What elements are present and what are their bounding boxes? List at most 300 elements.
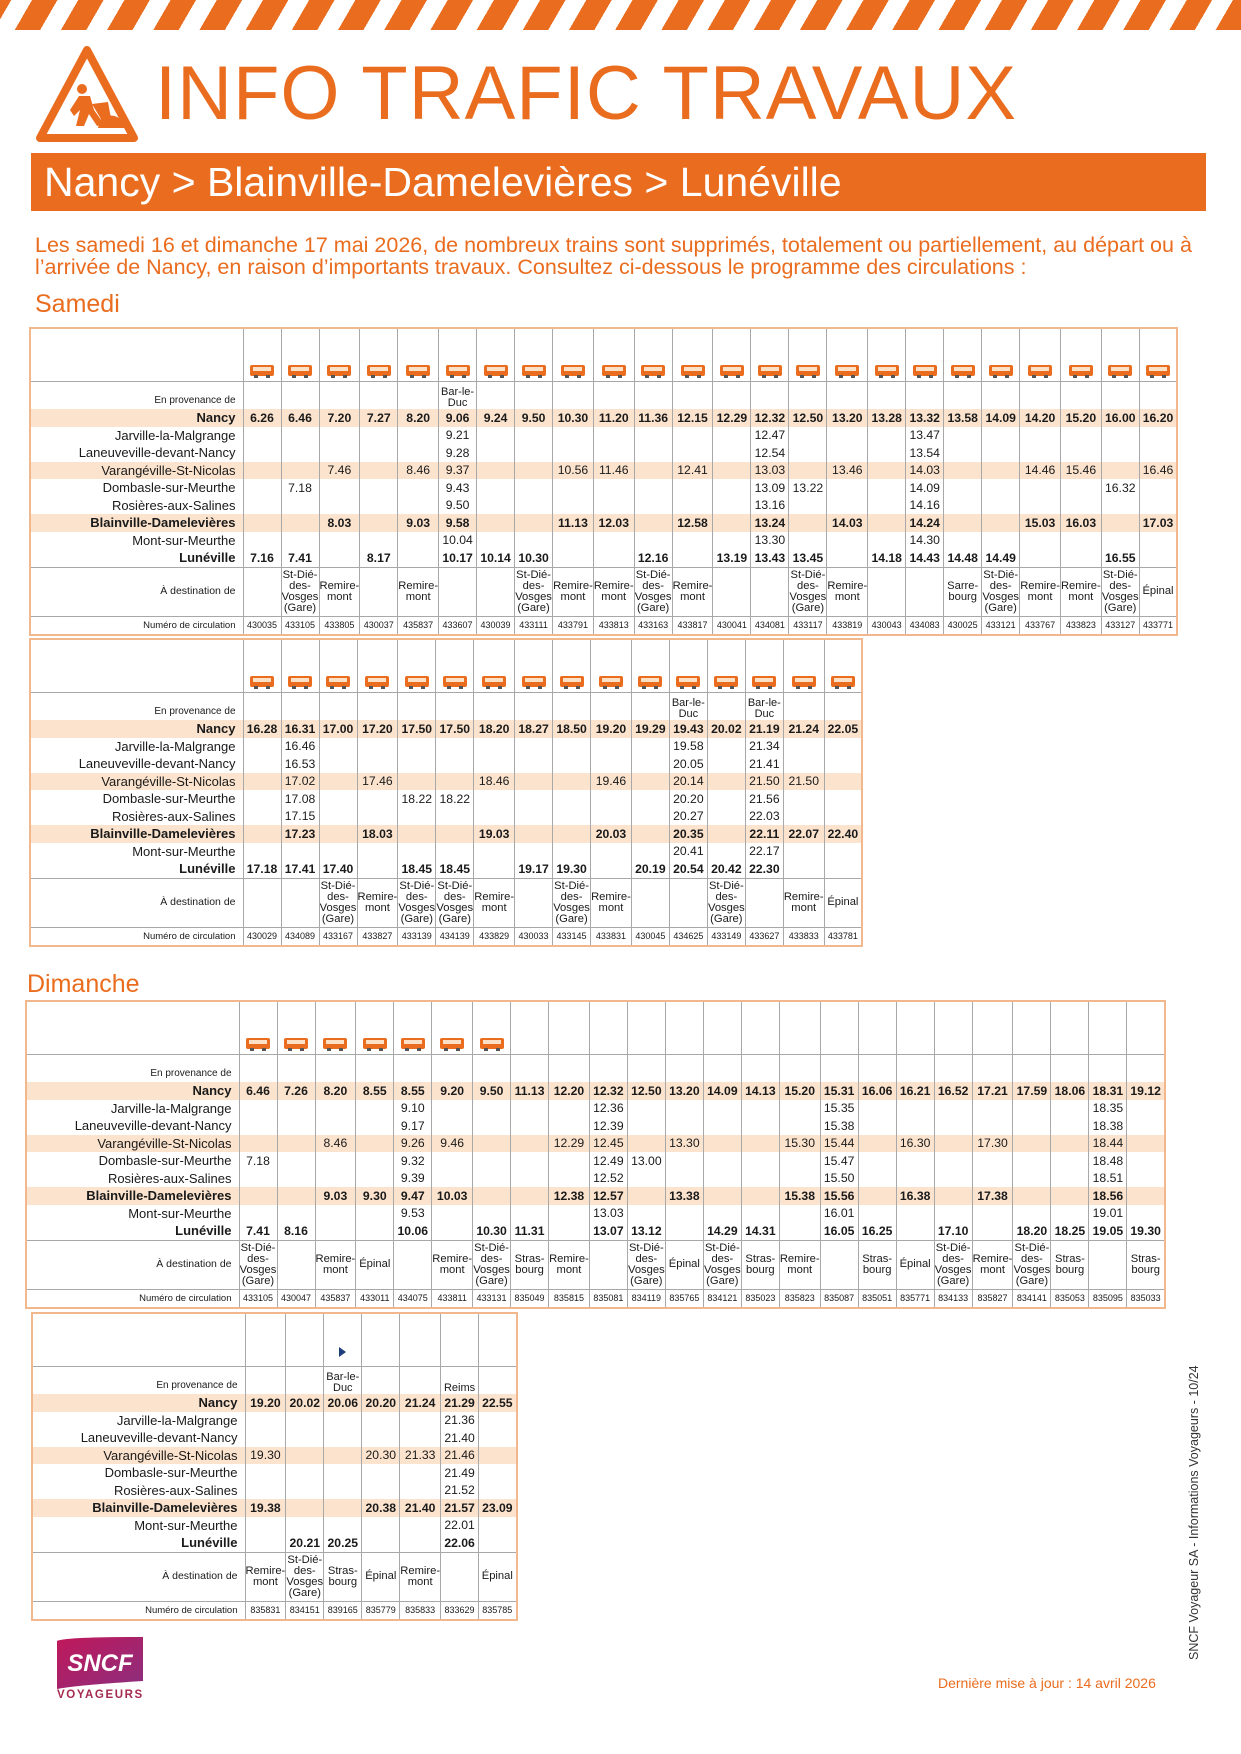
time-cell: 12.32 — [751, 409, 789, 427]
time-cell: 15.56 — [820, 1187, 858, 1205]
time-cell — [277, 1187, 315, 1205]
destination-cell: Remire-mont — [1020, 567, 1061, 616]
station-name: Rosières-aux-Salines — [107, 1170, 232, 1186]
time-cell — [1013, 1100, 1051, 1118]
time-cell — [356, 1170, 394, 1188]
time-cell: 14.09 — [906, 479, 944, 497]
time-cell — [1127, 1205, 1165, 1223]
time-cell: 15.03 — [1020, 514, 1061, 532]
time-cell: 8.16 — [277, 1222, 315, 1240]
train-number-cell: 433117 — [789, 616, 827, 635]
mode-cell — [982, 328, 1020, 382]
time-cell — [783, 808, 824, 826]
time-cell: 17.30 — [972, 1135, 1013, 1153]
mode-cell — [827, 328, 868, 382]
time-cell — [477, 462, 515, 480]
time-cell — [315, 1152, 356, 1170]
time-cell — [245, 1464, 286, 1482]
station-name: Blainville-Damelevières — [30, 825, 243, 843]
time-cell: 14.46 — [1020, 462, 1061, 480]
time-cell — [591, 808, 632, 826]
destination-cell: St-Dié-des-Vosges (Gare) — [398, 878, 436, 927]
time-cell: 10.06 — [394, 1222, 432, 1240]
time-cell — [1051, 1152, 1089, 1170]
time-cell — [827, 497, 868, 515]
time-cell: 10.30 — [515, 549, 553, 567]
time-cell: 15.46 — [1060, 462, 1101, 480]
time-cell — [243, 773, 281, 791]
time-cell — [707, 843, 745, 861]
provenance-cell: Bar-le-Duc — [439, 382, 477, 410]
train-number-cell: 433607 — [439, 616, 477, 635]
bus-icon — [599, 676, 623, 687]
train-number-cell: 430041 — [713, 616, 751, 635]
bus-icon — [246, 1038, 270, 1049]
train-number-cell: 433817 — [672, 616, 713, 635]
time-cell — [982, 514, 1020, 532]
destination-cell: Épinal — [665, 1240, 703, 1289]
time-cell: 6.46 — [281, 409, 319, 427]
time-cell: 22.55 — [479, 1394, 517, 1412]
provenance-cell — [665, 1055, 703, 1083]
time-cell — [515, 773, 553, 791]
mode-cell — [972, 1001, 1013, 1055]
provenance-cell — [245, 1367, 286, 1395]
time-cell: 12.47 — [751, 427, 789, 445]
time-cell: 13.47 — [906, 427, 944, 445]
time-cell — [1101, 462, 1139, 480]
time-cell: 9.37 — [439, 462, 477, 480]
time-cell — [707, 738, 745, 756]
time-cell: 19.12 — [1127, 1082, 1165, 1100]
time-cell — [243, 843, 281, 861]
time-cell: 10.03 — [432, 1187, 473, 1205]
time-cell — [362, 1482, 400, 1500]
train-number-cell: 434089 — [281, 927, 319, 946]
time-cell: 16.30 — [896, 1135, 934, 1153]
time-cell: 17.23 — [281, 825, 319, 843]
train-number-cell: 430037 — [360, 616, 398, 635]
time-cell: 9.06 — [439, 409, 477, 427]
time-cell — [474, 790, 515, 808]
provenance-cell — [394, 1055, 432, 1083]
time-cell — [281, 843, 319, 861]
time-cell — [553, 497, 594, 515]
time-cell: 21.24 — [400, 1394, 441, 1412]
mode-cell — [779, 1001, 820, 1055]
time-cell — [858, 1205, 896, 1223]
time-cell — [319, 444, 360, 462]
time-cell — [319, 755, 357, 773]
station-name: Nancy — [26, 1082, 239, 1100]
time-cell: 17.41 — [281, 860, 319, 878]
destination-cell: St-Dié-des-Vosges (Gare) — [515, 567, 553, 616]
train-number-cell: 835827 — [972, 1289, 1013, 1308]
train-number-cell: 433771 — [1139, 616, 1177, 635]
time-cell: 21.34 — [745, 738, 783, 756]
time-cell — [315, 1117, 356, 1135]
time-cell: 14.48 — [944, 549, 982, 567]
time-cell — [1139, 532, 1177, 550]
provenance-cell — [1020, 382, 1061, 410]
provenance-label: En provenance de — [154, 706, 236, 717]
destination-cell: Épinal — [1139, 567, 1177, 616]
time-cell — [1051, 1187, 1089, 1205]
time-cell: 18.45 — [398, 860, 436, 878]
destination-cell — [631, 878, 669, 927]
time-cell — [1101, 444, 1139, 462]
time-cell — [324, 1412, 362, 1430]
provenance-cell — [515, 693, 553, 721]
time-cell — [245, 1517, 286, 1535]
mode-cell — [432, 1001, 473, 1055]
time-cell: 18.38 — [1089, 1117, 1127, 1135]
time-cell — [741, 1170, 779, 1188]
time-cell — [477, 532, 515, 550]
mode-cell — [745, 639, 783, 693]
time-cell — [593, 532, 634, 550]
mode-cell — [591, 639, 632, 693]
time-cell — [553, 549, 594, 567]
time-cell — [665, 1170, 703, 1188]
mode-cell — [243, 328, 281, 382]
time-cell: 15.30 — [779, 1135, 820, 1153]
time-cell — [1020, 444, 1061, 462]
train-number-cell: 835081 — [589, 1289, 627, 1308]
time-cell: 14.20 — [1020, 409, 1061, 427]
time-cell — [474, 738, 515, 756]
time-cell: 9.39 — [394, 1170, 432, 1188]
time-cell — [593, 444, 634, 462]
bus-icon — [1108, 365, 1132, 376]
time-cell: 20.14 — [669, 773, 707, 791]
time-cell — [858, 1135, 896, 1153]
numero-label: Numéro de circulation — [145, 1604, 238, 1616]
mode-cell — [634, 328, 672, 382]
time-cell — [593, 549, 634, 567]
provenance-label: En provenance de — [154, 395, 236, 406]
mode-cell — [479, 1313, 517, 1367]
time-cell: 16.00 — [1101, 409, 1139, 427]
station-name: Blainville-Damelevières — [30, 514, 243, 532]
mode-cell — [631, 639, 669, 693]
time-cell: 14.09 — [982, 409, 1020, 427]
time-cell: 8.17 — [360, 549, 398, 567]
time-cell: 20.19 — [631, 860, 669, 878]
time-cell — [511, 1100, 549, 1118]
time-cell — [1051, 1117, 1089, 1135]
provenance-cell — [972, 1055, 1013, 1083]
time-cell — [1139, 497, 1177, 515]
time-cell — [593, 497, 634, 515]
time-cell: 21.52 — [441, 1482, 479, 1500]
time-cell — [553, 808, 591, 826]
provenance-cell — [672, 382, 713, 410]
time-cell: 13.20 — [827, 409, 868, 427]
destination-cell: Remire-mont — [783, 878, 824, 927]
provenance-cell — [707, 693, 745, 721]
time-cell: 21.50 — [745, 773, 783, 791]
time-cell — [703, 1187, 741, 1205]
destination-cell: Remire-mont — [779, 1240, 820, 1289]
time-cell: 17.59 — [1013, 1082, 1051, 1100]
train-number-cell: 433105 — [239, 1289, 277, 1308]
bus-icon — [250, 365, 274, 376]
time-cell — [591, 843, 632, 861]
destination-cell: Stras-bourg — [1127, 1240, 1165, 1289]
time-cell: 22.07 — [783, 825, 824, 843]
provenance-cell — [479, 1367, 517, 1395]
time-cell — [982, 532, 1020, 550]
sncf-logo-text: SNCF — [67, 1650, 133, 1677]
time-cell — [281, 462, 319, 480]
destination-cell — [243, 567, 281, 616]
time-cell — [944, 532, 982, 550]
train-number-cell: 433105 — [281, 616, 319, 635]
destination-cell — [868, 567, 906, 616]
time-cell: 14.31 — [741, 1222, 779, 1240]
train-number-cell: 834119 — [627, 1289, 665, 1308]
time-cell — [634, 532, 672, 550]
bus-icon — [406, 365, 430, 376]
station-name: Dombasle-sur-Meurthe — [102, 791, 236, 807]
bus-icon — [1069, 365, 1093, 376]
time-cell — [741, 1117, 779, 1135]
time-cell: 17.15 — [281, 808, 319, 826]
time-cell — [944, 444, 982, 462]
time-cell: 8.20 — [398, 409, 439, 427]
time-cell — [779, 1170, 820, 1188]
time-cell: 16.28 — [243, 720, 281, 738]
time-cell: 9.58 — [439, 514, 477, 532]
destination-cell: Remire-mont — [474, 878, 515, 927]
time-cell — [591, 860, 632, 878]
train-number-cell: 839165 — [324, 1601, 362, 1620]
destination-cell: St-Dié-des-Vosges (Gare) — [281, 567, 319, 616]
time-cell — [827, 549, 868, 567]
time-cell: 21.57 — [441, 1499, 479, 1517]
bus-icon — [913, 365, 937, 376]
time-cell — [324, 1447, 362, 1465]
time-cell: 16.53 — [281, 755, 319, 773]
time-cell — [243, 738, 281, 756]
provenance-label: En provenance de — [150, 1068, 232, 1079]
time-cell — [319, 427, 360, 445]
time-cell: 17.46 — [357, 773, 398, 791]
provenance-cell — [360, 382, 398, 410]
time-cell — [631, 738, 669, 756]
time-cell — [553, 532, 594, 550]
provenance-cell — [553, 382, 594, 410]
destination-cell: Remire-mont — [400, 1552, 441, 1601]
time-cell — [665, 1152, 703, 1170]
time-cell — [319, 738, 357, 756]
time-cell: 13.07 — [589, 1222, 627, 1240]
time-cell — [779, 1222, 820, 1240]
train-number-cell: 834121 — [703, 1289, 741, 1308]
time-cell — [1060, 497, 1101, 515]
train-number-cell: 434075 — [394, 1289, 432, 1308]
time-cell: 13.24 — [751, 514, 789, 532]
destination-cell: St-Dié-des-Vosges (Gare) — [634, 567, 672, 616]
time-cell: 17.02 — [281, 773, 319, 791]
mode-cell — [896, 1001, 934, 1055]
time-cell: 9.50 — [439, 497, 477, 515]
time-cell — [549, 1152, 590, 1170]
time-cell — [672, 532, 713, 550]
time-cell — [896, 1170, 934, 1188]
time-cell — [665, 1100, 703, 1118]
time-cell — [634, 462, 672, 480]
train-number-cell: 433811 — [432, 1289, 473, 1308]
train-number-cell: 430045 — [631, 927, 669, 946]
time-cell — [783, 738, 824, 756]
mode-cell — [1051, 1001, 1089, 1055]
time-cell: 8.55 — [356, 1082, 394, 1100]
time-cell: 20.27 — [669, 808, 707, 826]
numero-label: Numéro de circulation — [143, 619, 236, 631]
time-cell: 19.30 — [245, 1447, 286, 1465]
station-name: Varangéville-St-Nicolas — [32, 1447, 245, 1465]
time-cell — [703, 1135, 741, 1153]
station-name: Laneuveville-devant-Nancy — [74, 1118, 232, 1134]
time-cell — [934, 1135, 972, 1153]
sncf-subtitle: VOYAGEURS — [57, 1689, 144, 1701]
time-cell — [868, 532, 906, 550]
train-number-cell: 433805 — [319, 616, 360, 635]
time-cell — [868, 427, 906, 445]
time-cell: 17.08 — [281, 790, 319, 808]
bus-icon — [250, 676, 274, 687]
time-cell: 7.18 — [239, 1152, 277, 1170]
mode-cell — [243, 639, 281, 693]
station-name: Lunéville — [179, 550, 236, 566]
time-cell — [1139, 479, 1177, 497]
time-cell: 18.50 — [553, 720, 591, 738]
provenance-cell — [789, 382, 827, 410]
time-cell — [627, 1170, 665, 1188]
provenance-cell — [1051, 1055, 1089, 1083]
destination-cell — [589, 1240, 627, 1289]
train-number-cell: 833629 — [441, 1601, 479, 1620]
time-cell — [1127, 1170, 1165, 1188]
time-cell — [631, 843, 669, 861]
destination-cell: Épinal — [479, 1552, 517, 1601]
time-cell: 20.41 — [669, 843, 707, 861]
time-cell — [713, 479, 751, 497]
train-number-cell: 434139 — [436, 927, 474, 946]
header-blank — [30, 639, 243, 693]
time-cell — [707, 755, 745, 773]
provenance-cell — [820, 1055, 858, 1083]
destination-cell: St-Dié-des-Vosges (Gare) — [553, 878, 591, 927]
time-cell — [356, 1100, 394, 1118]
time-cell: 19.30 — [1127, 1222, 1165, 1240]
bus-icon — [714, 676, 738, 687]
time-cell: 22.03 — [745, 808, 783, 826]
time-cell: 18.46 — [474, 773, 515, 791]
time-cell: 18.44 — [1089, 1135, 1127, 1153]
time-cell: 17.38 — [972, 1187, 1013, 1205]
time-cell: 12.20 — [549, 1082, 590, 1100]
time-cell — [944, 427, 982, 445]
time-cell — [783, 790, 824, 808]
time-cell: 18.25 — [1051, 1222, 1089, 1240]
time-cell: 16.46 — [1139, 462, 1177, 480]
time-cell — [356, 1152, 394, 1170]
time-cell — [713, 444, 751, 462]
time-cell — [868, 462, 906, 480]
time-cell — [591, 755, 632, 773]
time-cell: 15.50 — [820, 1170, 858, 1188]
station-name: Dombasle-sur-Meurthe — [102, 480, 236, 496]
provenance-label: En provenance de — [156, 1380, 238, 1391]
time-cell: 20.02 — [286, 1394, 324, 1412]
time-cell — [511, 1117, 549, 1135]
time-cell: 9.53 — [394, 1205, 432, 1223]
bus-icon — [288, 676, 312, 687]
time-cell: 13.16 — [751, 497, 789, 515]
provenance-cell: Bar-le-Duc — [324, 1367, 362, 1395]
time-cell — [1060, 532, 1101, 550]
time-cell — [972, 1170, 1013, 1188]
time-cell: 15.20 — [779, 1082, 820, 1100]
time-cell: 12.57 — [589, 1187, 627, 1205]
time-cell — [319, 532, 360, 550]
mode-cell — [549, 1001, 590, 1055]
time-cell — [934, 1152, 972, 1170]
mode-cell — [858, 1001, 896, 1055]
bus-icon — [641, 365, 665, 376]
provenance-cell — [474, 693, 515, 721]
time-cell: 22.05 — [824, 720, 862, 738]
time-cell — [243, 444, 281, 462]
destination-cell: Remire-mont — [593, 567, 634, 616]
time-cell: 7.41 — [281, 549, 319, 567]
time-cell: 13.30 — [751, 532, 789, 550]
time-cell — [1020, 549, 1061, 567]
time-cell — [741, 1152, 779, 1170]
time-cell: 14.03 — [906, 462, 944, 480]
time-cell: 11.46 — [593, 462, 634, 480]
destination-label: À destination de — [30, 878, 243, 927]
time-cell — [789, 514, 827, 532]
time-cell — [982, 497, 1020, 515]
time-cell: 16.46 — [281, 738, 319, 756]
time-cell — [634, 514, 672, 532]
mode-cell — [319, 639, 357, 693]
time-cell — [515, 755, 553, 773]
time-cell — [436, 825, 474, 843]
mode-cell — [515, 639, 553, 693]
bus-icon — [367, 365, 391, 376]
time-cell: 19.29 — [631, 720, 669, 738]
time-cell — [972, 1222, 1013, 1240]
time-cell — [1013, 1170, 1051, 1188]
destination-cell: Remire-mont — [827, 567, 868, 616]
time-cell — [593, 479, 634, 497]
time-cell: 19.43 — [669, 720, 707, 738]
provenance-cell — [1127, 1055, 1165, 1083]
time-cell — [1101, 427, 1139, 445]
destination-cell: Remire-mont — [245, 1552, 286, 1601]
time-cell: 18.06 — [1051, 1082, 1089, 1100]
train-number-cell: 433831 — [591, 927, 632, 946]
last-update: Dernière mise à jour : 14 avril 2026 — [938, 1675, 1156, 1691]
destination-cell: St-Dié-des-Vosges (Gare) — [1013, 1240, 1051, 1289]
destination-cell: Remire-mont — [398, 567, 439, 616]
station-name: Jarville-la-Malgrange — [114, 738, 236, 754]
